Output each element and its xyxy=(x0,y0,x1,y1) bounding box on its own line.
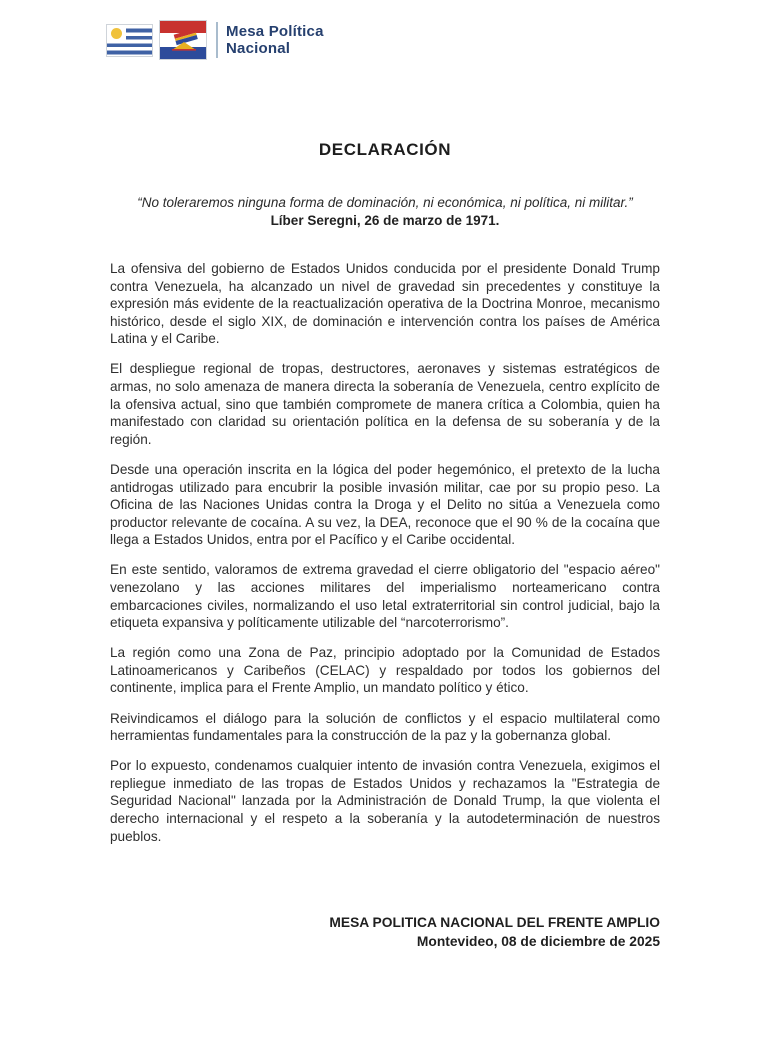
paragraph-2: El despliegue regional de tropas, destructores, aeronaves y sistemas estratégicos de armas, no solo amenaza de manera directa la soberanía de Venezuela, centro explícito de la ofensiva actual, sino que también compromete de manera crítica a Colombia, quien ha manifestado con claridad su orientación política en la defensa de su soberanía y de la región. xyxy=(110,361,660,447)
signature-org: MESA POLITICA NACIONAL DEL FRENTE AMPLIO xyxy=(329,915,660,931)
paragraph-3: Desde una operación inscrita en la lógica del poder hegemónico, el pretexto de la lucha antidrogas utilizado para encubrir la posible invasión militar, cae por su propio peso. La Oficina de las Naciones Unidas contra la Droga y el Delito no sitúa a Venezuela como productor relevante de cocaína. A su vez, la DEA, reconoce que el 90 % de la cocaína que llega a Estados Unidos, entra por el Pacífico y el Caribe occidental. xyxy=(110,461,660,548)
paragraph-6: Reivindicamos el diálogo para la solución de conflictos y el espacio multilateral como herramientas fundamentales para la construcción de la paz y la gobernanza global. xyxy=(110,710,660,744)
body-paragraphs xyxy=(110,260,660,845)
document-title: DECLARACIÓN xyxy=(318,140,452,159)
signature-place-date: Montevideo, 08 de diciembre de 2025 xyxy=(416,934,660,950)
document-content xyxy=(110,0,660,951)
paragraph-5: La región como una Zona de Paz, principio adoptado por la Comunidad de Estados Latinoamericanos y Caribeños (CELAC) y respaldado por todos los gobiernos del continente, implica para el Frente Amplio, un mandato político y ético. xyxy=(110,645,660,696)
paragraph-7: Por lo expuesto, condenamos cualquier intento de invasión contra Venezuela, exigimos el repliegue inmediato de las tropas de Estados Unidos y rechazamos la "Estrategia de Seguridad Nacional" lanzada por la Administración de Donald Trump, la que violenta el derecho internacional y el respeto a la soberanía y la autodeterminación de nuestros pueblos. xyxy=(110,758,660,844)
quote-attribution: Líber Seregni, 26 de marzo de 1971. xyxy=(270,213,500,228)
paragraph-1: La ofensiva del gobierno de Estados Unidos conducida por el presidente Donald Trump contra Venezuela, ha alcanzado un nivel de gravedad sin precedentes y constituye la expresión más evidente de la reactualización operativa de la Doctrina Monroe, mecanismo histórico, desde el siglo XIX, de dominación e intervención contra los países de América Latina y el Caribe. xyxy=(110,261,660,347)
paragraph-4: En este sentido, valoramos de extrema gravedad el cierre obligatorio del "espacio aéreo" venezolano y las acciones militares del imperialismo norteamericano contra embarcaciones civiles, normalizando el uso letal extraterritorial sin control judicial, bajo la etiqueta expansiva y políticamente utilizable del “narcoterrorismo”. xyxy=(110,562,660,631)
org-name-line2: Nacional xyxy=(226,40,291,57)
org-name-line1: Mesa Política xyxy=(226,23,324,40)
signature-block xyxy=(110,913,660,951)
opening-quote: “No toleraremos ninguna forma de dominación, ni económica, ni política, ni militar.” xyxy=(137,195,633,210)
